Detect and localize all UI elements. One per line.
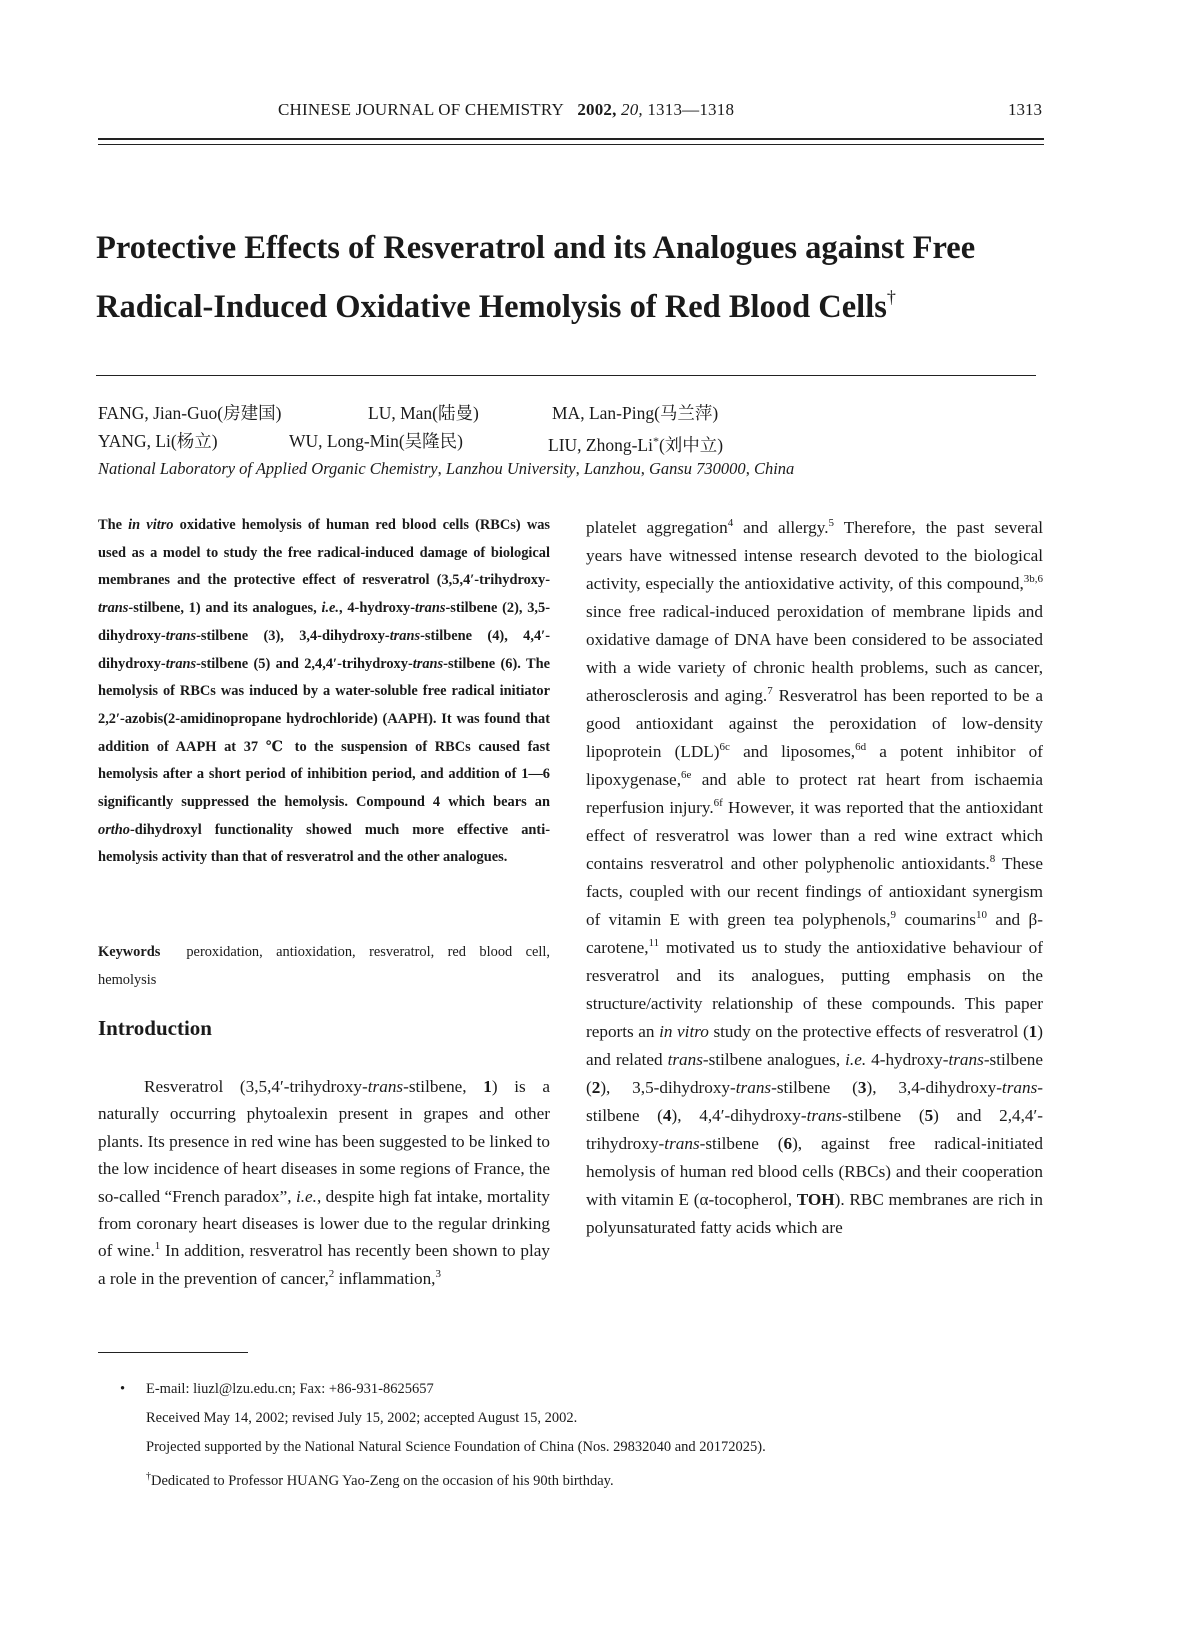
compound-number: 1 — [1028, 1022, 1038, 1041]
body-text: However, it was reported that the antioxidant effect of resveratrol was lower than a red wine extract which contains resveratrol and other polyphenolic antioxidants. — [586, 798, 1043, 873]
abstract-text: trans — [412, 655, 444, 672]
citation-ref: 4 — [727, 517, 734, 529]
title-separator-rule — [96, 375, 1036, 376]
keywords — [98, 939, 550, 994]
affiliation-city: Lanzhou — [583, 459, 641, 478]
citation-ref: 11 — [648, 937, 660, 949]
citation-ref: 6d — [855, 741, 867, 753]
abstract-text: -stilbene (6). The hemolysis of RBCs was induced by a water-soluble free radical initiator 2,2′-azobis(2-amidinopropane hydrochloride) (AAPH). It was found that addition of AAPH at 37 ℃ to the suspension of RBCs caused fast hemolysis after a short period of inhibition period, and addition of 1—6 significantly suppressed the hemolysis. Compound 4 which bears an — [98, 655, 551, 811]
abstract-text: -stilbene (2), 3,5-dihydroxy- — [98, 600, 550, 644]
abstract-text: oxidative hemolysis of human red blood cells (RBCs) was used as a model to study the free radical-induced damage of biological membranes and the protective effect of resveratrol (3,5,4′-trihydroxy- — [98, 517, 551, 589]
body-text: ). RBC membranes are rich in polyunsaturated fatty acids which are — [586, 1190, 1043, 1237]
footnote-email — [120, 1375, 766, 1404]
abstract-text: , 4-hydroxy- — [339, 600, 416, 617]
running-header — [98, 100, 1042, 130]
journal-name: CHINESE JOURNAL OF CHEMISTRY — [278, 100, 564, 119]
citation-ref: 3 — [435, 1267, 441, 1280]
body-text: study on the protective effects of resveratrol ( — [708, 1022, 1029, 1041]
body-text: and liposomes, — [729, 742, 856, 761]
compound-number: 5 — [924, 1106, 934, 1125]
affiliation-lab: National Laboratory of Applied Organic Chemistry — [98, 459, 438, 478]
author-liu-chinese: (刘中立) — [658, 435, 724, 455]
journal-citation — [278, 100, 734, 120]
body-text: since free radical-induced peroxidation of membrane lipids and oxidative damage of DNA have been considered to be associated with a wide variety of chronic health problems, such as cancer, atherosclerosis and aging. — [586, 602, 1043, 705]
body-text: motivated us to study the antioxidative behaviour of resveratrol and its analogues, putting emphasis on the structure/activity relationship of these compounds. This paper reports an — [586, 938, 1043, 1041]
abstract-text: trans — [165, 627, 197, 644]
citation-ref: 6f — [713, 797, 723, 809]
body-text: trans — [806, 1106, 842, 1125]
body-text: trans — [664, 1134, 700, 1153]
footnote-dedication — [120, 1462, 766, 1496]
body-text: 4-hydroxy- — [866, 1050, 949, 1069]
abstract-text: -dihydroxyl functionality showed much more effective anti-hemolysis activity than that of resveratrol and the other analogues. — [98, 821, 550, 866]
body-text: ), 3,5-dihydroxy- — [600, 1078, 736, 1097]
citation-ref: 3b,6 — [1023, 573, 1043, 585]
body-text: trans — [948, 1050, 984, 1069]
journal-pages: 1313—1318 — [647, 100, 735, 119]
intro-right-column — [586, 514, 1043, 1242]
body-text: and allergy. — [733, 518, 829, 537]
body-text: in vitro — [659, 1022, 709, 1041]
keywords-text: peroxidation, antioxidation, resveratrol, red blood cell, hemolysis — [98, 944, 550, 988]
body-text: These facts, coupled with our recent findings of antioxidant synergism of vitamin E with green tea polyphenols, — [586, 854, 1043, 929]
affiliation: National Laboratory of Applied Organic Chemistry, Lanzhou University, Lanzhou, Gansu 730000, China — [98, 459, 795, 478]
body-text: In addition, resveratrol has recently been shown to play a role in the prevention of cancer, — [98, 1241, 550, 1288]
page-number: 1313 — [1008, 100, 1042, 119]
footnote-funding: Projected supported by the National Natural Science Foundation of China (Nos. 29832040 and 20172025). — [146, 1439, 766, 1455]
body-text: -stilbene ( — [699, 1134, 784, 1153]
citation-ref: 2 — [328, 1267, 335, 1280]
affiliation-country: China — [753, 459, 795, 478]
citation-ref: 1 — [154, 1240, 161, 1253]
body-text: Resveratrol (3,5,4′-trihydroxy- — [144, 1077, 368, 1096]
bullet-icon: • — [120, 1381, 126, 1397]
author-ma: MA, Lan-Ping(马兰萍) — [552, 403, 719, 423]
abstract-text: trans — [165, 655, 197, 672]
body-text: -stilbene ( — [771, 1078, 858, 1097]
author-liu-name: LIU, Zhong-Li — [548, 435, 653, 455]
title-line-2: Radical-Induced Oxidative Hemolysis of Red Blood Cells — [96, 289, 887, 325]
body-text: and β-carotene, — [586, 910, 1043, 957]
abstract-text: trans — [415, 600, 446, 617]
dagger-mark: † — [146, 1471, 151, 1482]
paper-title — [96, 224, 1056, 332]
abstract-text: in vitro — [128, 517, 174, 533]
author-yang: YANG, Li(杨立) — [98, 431, 218, 451]
intro-left-column — [98, 1073, 550, 1292]
author-wu: WU, Long-Min(吴隆民) — [289, 431, 464, 451]
citation-ref: 9 — [890, 909, 897, 921]
citation-ref: 8 — [989, 853, 996, 865]
footnote-dedication-text: Dedicated to Professor HUANG Yao-Zeng on the occasion of his 90th birthday. — [151, 1473, 614, 1489]
abstract-text: -stilbene, 1) and its analogues, — [128, 600, 322, 617]
body-text: ), 4,4′-dihydroxy- — [671, 1106, 807, 1125]
body-text: ), against free radical-initiated hemolysis of human red blood cells (RBCs) and their cooperation with vitamin E (α-tocopherol, — [586, 1134, 1043, 1209]
body-text: -stilbene analogues, — [702, 1050, 846, 1069]
compound-number: 4 — [662, 1106, 672, 1125]
keywords-label: Keywords — [98, 944, 161, 960]
body-text: trans — [1001, 1078, 1038, 1097]
abstract-text: -stilbene (3), 3,4-dihydroxy- — [196, 627, 390, 644]
abstract-text: The — [98, 517, 129, 533]
compound-number: 3 — [857, 1078, 867, 1097]
body-text: ) and 2,4,4′-trihydroxy- — [586, 1106, 1043, 1153]
body-text: , despite high fat intake, mortality from coronary heart diseases is lower due to the regular drinking of wine. — [98, 1186, 550, 1261]
intro-paragraph-continued — [586, 514, 1043, 1242]
citation-ref: 6e — [681, 769, 692, 781]
header-rule-thick — [98, 138, 1044, 140]
section-heading-introduction: Introduction — [98, 1016, 212, 1040]
compound-number: 1 — [483, 1077, 492, 1096]
body-text: -stilbene ( — [841, 1106, 925, 1125]
author-lu: LU, Man(陆曼) — [368, 403, 479, 423]
journal-year: 2002, — [577, 100, 617, 119]
affiliation-region: Gansu 730000 — [648, 459, 746, 478]
footnote-rule — [98, 1352, 248, 1353]
body-text: -stilbene ( — [586, 1078, 1043, 1125]
body-text: coumarins — [896, 910, 976, 929]
body-text: Therefore, the past several years have witnessed intense research devoted to the biological activity, especially the antioxidative activity, of this compound, — [586, 518, 1043, 593]
abstract — [98, 512, 550, 872]
author-fang: FANG, Jian-Guo(房建国) — [98, 403, 282, 423]
title-dagger: † — [886, 287, 896, 307]
journal-volume: 20, — [621, 100, 643, 119]
body-text: -stilbene ( — [586, 1050, 1043, 1097]
body-text: -stilbene, — [403, 1077, 484, 1096]
abstract-text: -stilbene (4), 4,4′-dihydroxy- — [98, 627, 550, 672]
body-text: platelet aggregation — [586, 518, 728, 537]
body-text: ), 3,4-dihydroxy- — [866, 1078, 1002, 1097]
body-text: and able to protect rat heart from ischaemia reperfusion injury. — [586, 770, 1043, 817]
footnote-received: Received May 14, 2002; revised July 15, 2002; accepted August 15, 2002. — [146, 1410, 578, 1426]
body-text: trans — [735, 1078, 772, 1097]
citation-ref: 10 — [975, 909, 987, 921]
citation-ref: 7 — [767, 685, 773, 697]
abstract-text: ortho — [98, 821, 130, 838]
body-text: a potent inhibitor of lipoxygenase, — [586, 742, 1043, 789]
title-line-1: Protective Effects of Resveratrol and its Analogues against Free — [96, 230, 976, 266]
compound-number: 6 — [783, 1134, 793, 1153]
abstract-text: trans — [389, 627, 421, 644]
footnote-email-text: E-mail: liuzl@lzu.edu.cn; Fax: +86-931-8625657 — [146, 1381, 434, 1397]
body-text: trans — [367, 1077, 404, 1096]
author-liu — [548, 428, 723, 459]
body-text: inflammation, — [334, 1268, 436, 1288]
abstract-text: -stilbene (5) and 2,4,4′-trihydroxy- — [196, 655, 413, 672]
body-text: trans — [667, 1050, 703, 1069]
abbreviation-toh: TOH — [796, 1190, 835, 1209]
compound-number: 2 — [591, 1078, 601, 1097]
affiliation-university: Lanzhou University — [445, 459, 576, 478]
citation-ref: 6c — [719, 741, 730, 753]
footnotes — [120, 1375, 766, 1496]
corresponding-author-mark: * — [652, 434, 659, 448]
body-text: i.e. — [845, 1050, 867, 1069]
header-rule-thin — [98, 144, 1044, 145]
abstract-text: i.e. — [321, 600, 340, 617]
body-text: ) and related — [586, 1022, 1043, 1069]
body-text: Resveratrol has been reported to be a good antioxidant against the peroxidation of low-density lipoprotein (LDL) — [586, 686, 1044, 761]
body-text: i.e. — [295, 1186, 317, 1206]
body-text: ) is a naturally occurring phytoalexin present in grapes and other plants. Its presence in red wine has been suggested to be linked to the low incidence of heart diseases in some regions of France, the so-called “French paradox”, — [98, 1077, 551, 1206]
intro-paragraph — [98, 1073, 550, 1292]
abstract-text: trans — [98, 600, 129, 617]
citation-ref: 5 — [828, 517, 835, 529]
